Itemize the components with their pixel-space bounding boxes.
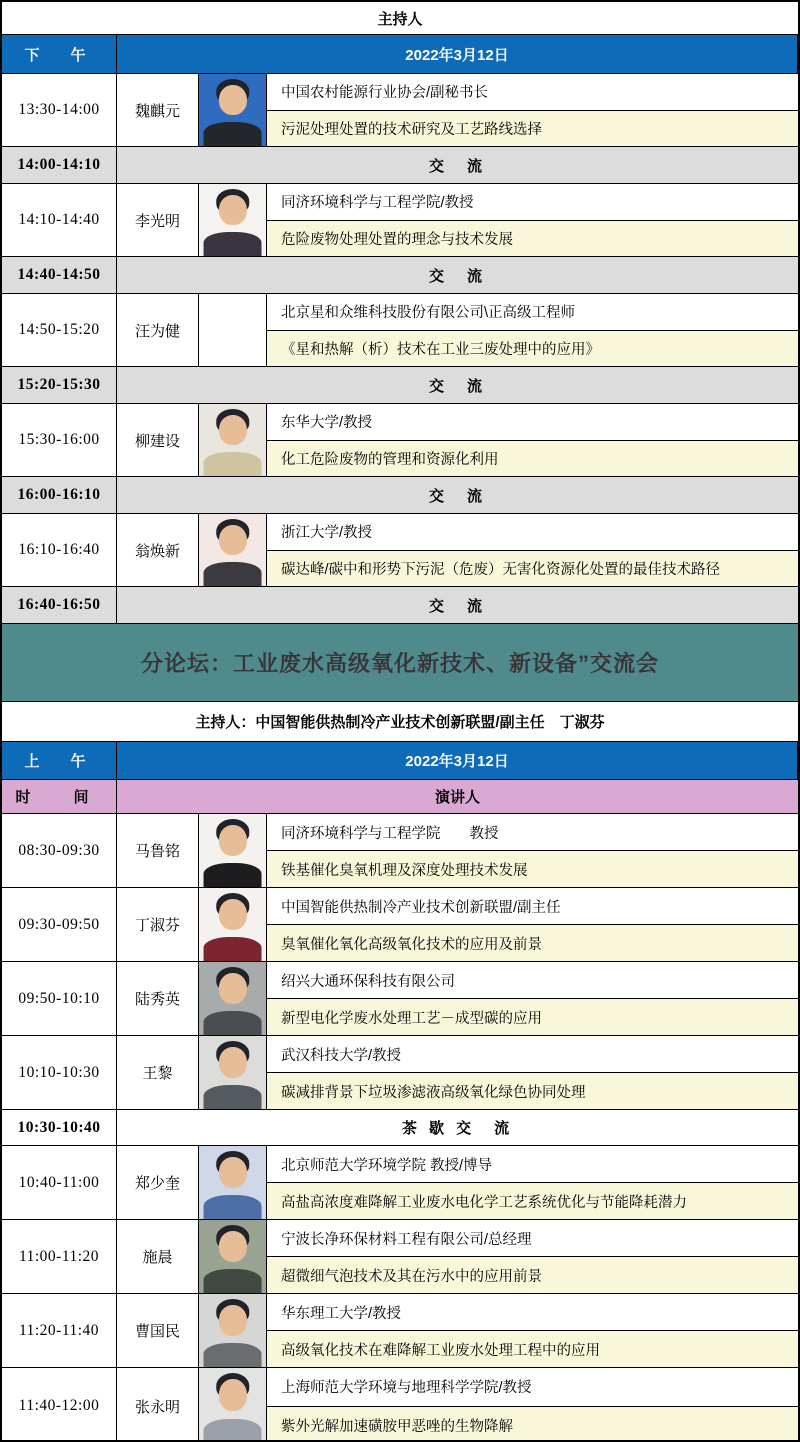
time-cell: 14:00-14:10 (2, 147, 117, 183)
avatar (199, 1368, 266, 1442)
topic-cell: 新型电化学废水处理工艺－成型碳的应用 (267, 999, 798, 1035)
avatar (199, 1220, 266, 1293)
session2-date-header (2, 742, 798, 780)
time-column-header: 时 间 (2, 780, 117, 813)
time-cell: 11:00-11:20 (2, 1220, 117, 1293)
topic-cell: 化工危险废物的管理和资源化利用 (267, 441, 798, 477)
avatar-body (203, 1195, 262, 1219)
break-row (2, 477, 798, 514)
avatar (199, 74, 266, 146)
time-cell: 14:40-14:50 (2, 257, 117, 293)
speaker-photo (199, 962, 267, 1035)
avatar-body (203, 1343, 262, 1367)
time-cell: 15:30-16:00 (2, 404, 117, 476)
avatar-body (203, 863, 262, 887)
time-cell: 16:40-16:50 (2, 587, 117, 623)
time-cell: 10:30-10:40 (2, 1110, 117, 1145)
avatar-body (203, 1419, 262, 1442)
break-label: 交 流 (428, 597, 486, 615)
break-label: 交 流 (428, 157, 486, 175)
speaker-name: 陆秀英 (117, 962, 199, 1035)
speaker-info-cell (267, 1220, 798, 1293)
speaker-photo (199, 1368, 267, 1442)
break-row (2, 587, 798, 624)
affiliation-cell: 绍兴大通环保科技有限公司 (267, 962, 798, 999)
affiliation-cell: 同济环境科学与工程学院/教授 (267, 184, 798, 221)
forum-banner-title: 分论坛：工业废水高级氧化新技术、新设备”交流会 (140, 651, 659, 676)
speaker-name: 曹国民 (117, 1294, 199, 1367)
session1-period: 下 午 (2, 35, 117, 73)
speaker-name: 李光明 (117, 184, 199, 256)
avatar-body (203, 1269, 262, 1293)
session1-date-header (2, 35, 798, 74)
speaker-info-cell (267, 1146, 798, 1219)
break-row (2, 257, 798, 294)
time-cell: 11:20-11:40 (2, 1294, 117, 1367)
avatar-face (218, 1157, 246, 1188)
tea-break-label: 茶 歇 交 流 (401, 1120, 514, 1137)
moderator-line (2, 702, 798, 742)
avatar-face (218, 825, 246, 856)
avatar-body (203, 232, 262, 256)
break-label: 交 流 (428, 487, 486, 505)
speaker-name: 王黎 (117, 1036, 199, 1109)
topic-cell: 污泥处理处置的技术研究及工艺路线选择 (267, 111, 798, 147)
avatar (199, 1146, 266, 1219)
topic-cell: 臭氧催化氧化高级氧化技术的应用及前景 (267, 925, 798, 961)
avatar-body (203, 1011, 262, 1035)
forum-banner (2, 624, 798, 702)
avatar (199, 814, 266, 887)
speaker-info-cell (267, 1036, 798, 1109)
avatar-body (203, 452, 262, 476)
table-row (2, 962, 798, 1036)
topic-cell: 铁基催化臭氧机理及深度处理技术发展 (267, 851, 798, 887)
table-row (2, 514, 798, 587)
speaker-photo (199, 814, 267, 887)
affiliation-cell: 浙江大学/教授 (267, 514, 798, 551)
speaker-name: 汪为健 (117, 294, 199, 366)
speaker-photo (199, 514, 267, 586)
break-label: 交 流 (428, 267, 486, 285)
speaker-info-cell (267, 404, 798, 476)
break-label: 交 流 (428, 377, 486, 395)
time-cell: 13:30-14:00 (2, 74, 117, 146)
affiliation-cell: 北京星和众维科技股份有限公司\正高级工程师 (267, 294, 798, 331)
avatar (199, 1294, 266, 1367)
speaker-photo (199, 1146, 267, 1219)
table-row (2, 1368, 798, 1442)
affiliation-cell: 华东理工大学/教授 (267, 1294, 798, 1331)
time-cell: 10:40-11:00 (2, 1146, 117, 1219)
speaker-photo (199, 1036, 267, 1109)
topic-cell: 高盐高浓度难降解工业废水电化学工艺系统优化与节能降耗潜力 (267, 1183, 798, 1219)
time-cell: 16:10-16:40 (2, 514, 117, 586)
speaker-info-cell (267, 74, 798, 146)
avatar-face (218, 1379, 246, 1411)
avatar-body (203, 937, 262, 961)
table-row (2, 1036, 798, 1110)
speaker-name: 翁焕新 (117, 514, 199, 586)
speaker-name: 马鲁铭 (117, 814, 199, 887)
table-row (2, 1220, 798, 1294)
speaker-info-cell (267, 962, 798, 1035)
speaker-name: 丁淑芬 (117, 888, 199, 961)
speaker-info-cell (267, 184, 798, 256)
avatar-body (203, 1085, 262, 1109)
table-row (2, 1146, 798, 1220)
avatar (199, 1036, 266, 1109)
avatar-face (218, 415, 246, 445)
affiliation-cell: 中国智能供热制冷产业技术创新联盟/副主任 (267, 888, 798, 925)
table-row (2, 404, 798, 477)
break-row (2, 367, 798, 404)
speaker-name: 魏麒元 (117, 74, 199, 146)
affiliation-cell: 东华大学/教授 (267, 404, 798, 441)
speaker-photo (199, 888, 267, 961)
time-cell: 10:10-10:30 (2, 1036, 117, 1109)
moderator-header (2, 2, 798, 35)
speaker-column-header: 演讲人 (434, 789, 480, 806)
topic-cell: 碳达峰/碳中和形势下污泥（危废）无害化资源化处置的最佳技术路径 (267, 551, 798, 587)
time-cell: 16:00-16:10 (2, 477, 117, 513)
avatar-face (218, 1231, 246, 1262)
topic-cell: 紫外光解加速磺胺甲恶唑的生物降解 (267, 1407, 798, 1442)
avatar-face (218, 1047, 246, 1078)
time-cell: 15:20-15:30 (2, 367, 117, 403)
speaker-info-cell (267, 1294, 798, 1367)
affiliation-cell: 宁波长净环保材料工程有限公司/总经理 (267, 1220, 798, 1257)
speaker-info-cell (267, 514, 798, 586)
avatar-body (203, 122, 262, 146)
table-row (2, 294, 798, 367)
time-cell: 11:40-12:00 (2, 1368, 117, 1442)
column-header-row (2, 780, 798, 814)
table-row (2, 814, 798, 888)
table-row (2, 74, 798, 147)
speaker-name: 施晨 (117, 1220, 199, 1293)
topic-cell: 危险废物处理处置的理念与技术发展 (267, 221, 798, 257)
break-row (2, 147, 798, 184)
table-row (2, 184, 798, 257)
topic-cell: 《星和热解（析）技术在工业三废处理中的应用》 (267, 331, 798, 367)
speaker-info-cell (267, 294, 798, 366)
topic-cell: 超微细气泡技术及其在污水中的应用前景 (267, 1257, 798, 1293)
affiliation-cell: 武汉科技大学/教授 (267, 1036, 798, 1073)
avatar (199, 184, 266, 256)
time-cell: 14:50-15:20 (2, 294, 117, 366)
session2-date: 2022年3月12日 (117, 742, 798, 779)
avatar-face (218, 525, 246, 555)
time-cell: 14:10-14:40 (2, 184, 117, 256)
topic-cell: 碳减排背景下垃圾渗滤液高级氧化绿色协同处理 (267, 1073, 798, 1109)
speaker-photo (199, 184, 267, 256)
avatar (199, 962, 266, 1035)
speaker-info-cell (267, 814, 798, 887)
speaker-photo (199, 1294, 267, 1367)
speaker-photo (199, 74, 267, 146)
affiliation-cell: 北京师范大学环境学院 教授/博导 (267, 1146, 798, 1183)
moderator-header-label: 主持人 (377, 10, 423, 28)
speaker-name: 郑少奎 (117, 1146, 199, 1219)
avatar-body (203, 562, 262, 586)
avatar-face (218, 1305, 246, 1336)
avatar-face (218, 899, 246, 930)
time-cell: 09:30-09:50 (2, 888, 117, 961)
session2-period: 上 午 (2, 742, 117, 779)
speaker-info-cell (267, 1368, 798, 1442)
speaker-info-cell (267, 888, 798, 961)
speaker-name: 柳建设 (117, 404, 199, 476)
session1-date: 2022年3月12日 (117, 35, 798, 73)
avatar (199, 888, 266, 961)
tea-break-row (2, 1110, 798, 1146)
table-row (2, 888, 798, 962)
avatar (199, 404, 266, 476)
topic-cell: 高级氧化技术在难降解工业废水处理工程中的应用 (267, 1331, 798, 1367)
speaker-photo (199, 404, 267, 476)
affiliation-cell: 上海师范大学环境与地理科学学院/教授 (267, 1368, 798, 1407)
affiliation-cell: 同济环境科学与工程学院 教授 (267, 814, 798, 851)
moderator-line-text: 主持人：中国智能供热制冷产业技术创新联盟/副主任 丁淑芬 (195, 714, 605, 731)
speaker-name: 张永明 (117, 1368, 199, 1442)
avatar-face (218, 85, 246, 115)
speaker-photo (199, 1220, 267, 1293)
avatar (199, 514, 266, 586)
speaker-photo-empty (199, 294, 267, 366)
time-cell: 08:30-09:30 (2, 814, 117, 887)
avatar-face (218, 195, 246, 225)
time-cell: 09:50-10:10 (2, 962, 117, 1035)
avatar-face (218, 973, 246, 1004)
affiliation-cell: 中国农村能源行业协会/副秘书长 (267, 74, 798, 111)
table-row (2, 1294, 798, 1368)
